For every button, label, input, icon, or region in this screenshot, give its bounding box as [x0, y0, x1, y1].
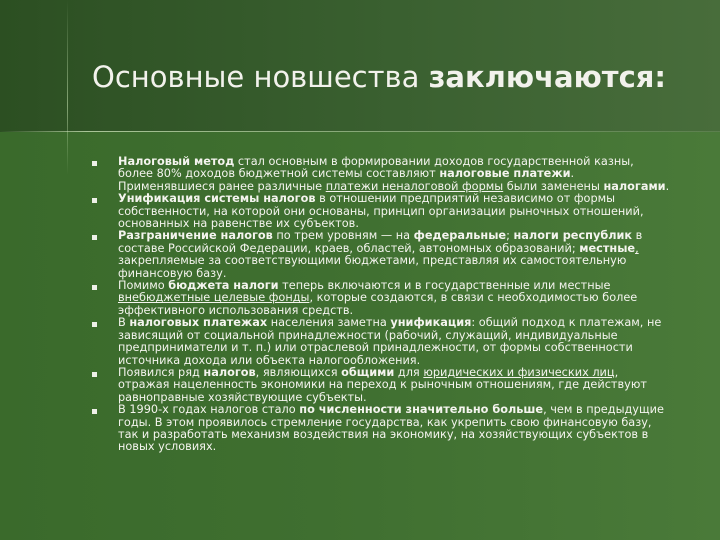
text-run: Появился ряд	[118, 365, 204, 379]
bold-text: общими	[341, 365, 395, 379]
text-run: для	[394, 365, 424, 379]
bullet-square-icon	[92, 161, 97, 166]
bullet-item	[92, 193, 672, 230]
text-run: , которые создаются, в связи с необходимостью более эффективного использования средств.	[118, 291, 638, 317]
bullet-item	[92, 230, 672, 280]
bullet-square-icon	[92, 372, 97, 377]
bold-text: налоговые платежи	[439, 167, 571, 181]
text-run: населения заметна	[267, 316, 391, 330]
bold-text: налоговых платежах	[129, 316, 268, 330]
bullet-list	[92, 156, 672, 454]
bullet-item	[92, 280, 672, 317]
bold-text: местные	[579, 241, 636, 255]
bullet-item	[92, 156, 672, 193]
text-run: Помимо	[118, 279, 169, 293]
text-run: , чем в предыдущие годы. В этом проявилось стремление государства, как укрепить свою финансовую базу, так и разработать механизм воздействия на экономику, на хозяйствующих субъектов в новых условиях.	[118, 403, 664, 454]
bullet-square-icon	[92, 409, 97, 414]
text-run: В 1990-х годах налогов стало	[118, 403, 300, 417]
underlined-text: ,	[635, 241, 639, 255]
bold-text: налогами	[603, 179, 666, 193]
text-run: в отношении предприятий независимо от формы собственности, на которой они основаны, принцип организации рыночных отношений, основанных на равенстве их субъектов.	[118, 192, 644, 231]
text-run: . Применявшиеся ранее различные	[118, 167, 575, 193]
decorative-vertical-line	[67, 0, 68, 175]
text-run: .	[665, 179, 670, 193]
bullet-item	[92, 367, 672, 404]
text-run: В	[118, 316, 130, 330]
slide-title-bold: заключаются:	[428, 60, 667, 94]
bullet-square-icon	[92, 285, 97, 290]
bold-text: Налоговый метод	[118, 155, 235, 168]
underlined-text: внебюджетные целевые фонды	[118, 291, 310, 305]
bold-text: бюджета налоги	[168, 279, 279, 293]
text-run: по трем уровням — на	[272, 229, 414, 243]
bold-text: налоги республик	[513, 229, 633, 243]
text-run: стал основным в формировании доходов государственной казны, более 80% доходов бюджетной системы составляют	[118, 155, 634, 181]
bold-text: федеральные	[413, 229, 507, 243]
text-run: , отражая нацеленность экономики на переход к рыночным отношениям, где действуют равноправные хозяйствующие субъекты.	[118, 365, 647, 404]
decorative-horizontal-line	[0, 131, 720, 132]
bold-text: унификация	[390, 316, 472, 330]
slide-title	[92, 60, 666, 94]
underlined-text: платежи неналоговой формы	[325, 179, 504, 193]
bullet-item	[92, 317, 672, 367]
bullet-square-icon	[92, 322, 97, 327]
bold-text: Разграничение налогов	[118, 229, 273, 243]
bullet-item	[92, 404, 672, 454]
bold-text: по численности значительно больше	[299, 403, 544, 417]
slide-title-normal: Основные новшества	[92, 60, 429, 94]
bullet-square-icon	[92, 198, 97, 203]
text-run: закрепляемые за соответствующими бюджетами, представляя их самостоятельную финансовую базу.	[118, 254, 627, 280]
bullet-square-icon	[92, 235, 97, 240]
bold-text: Унификация системы налогов	[118, 192, 316, 206]
text-run: : общий подход к платежам, не зависящий от социальной принадлежности (рабочий, служащий, индивидуальные предприниматели и т. п.) или отраслевой принадлежности, от формы собственности источника дохода или объекта налогообложения.	[118, 316, 662, 367]
text-run: в составе Российской Федерации, краев, областей, автономных образований;	[118, 229, 643, 255]
text-run: были заменены	[503, 179, 604, 193]
text-run: , являющихся	[255, 365, 342, 379]
underlined-text: юридических и физических лиц	[423, 365, 615, 379]
bold-text: налогов	[203, 365, 256, 379]
text-run: теперь включаются и в государственные или местные	[278, 279, 611, 293]
text-run: ;	[506, 229, 514, 243]
